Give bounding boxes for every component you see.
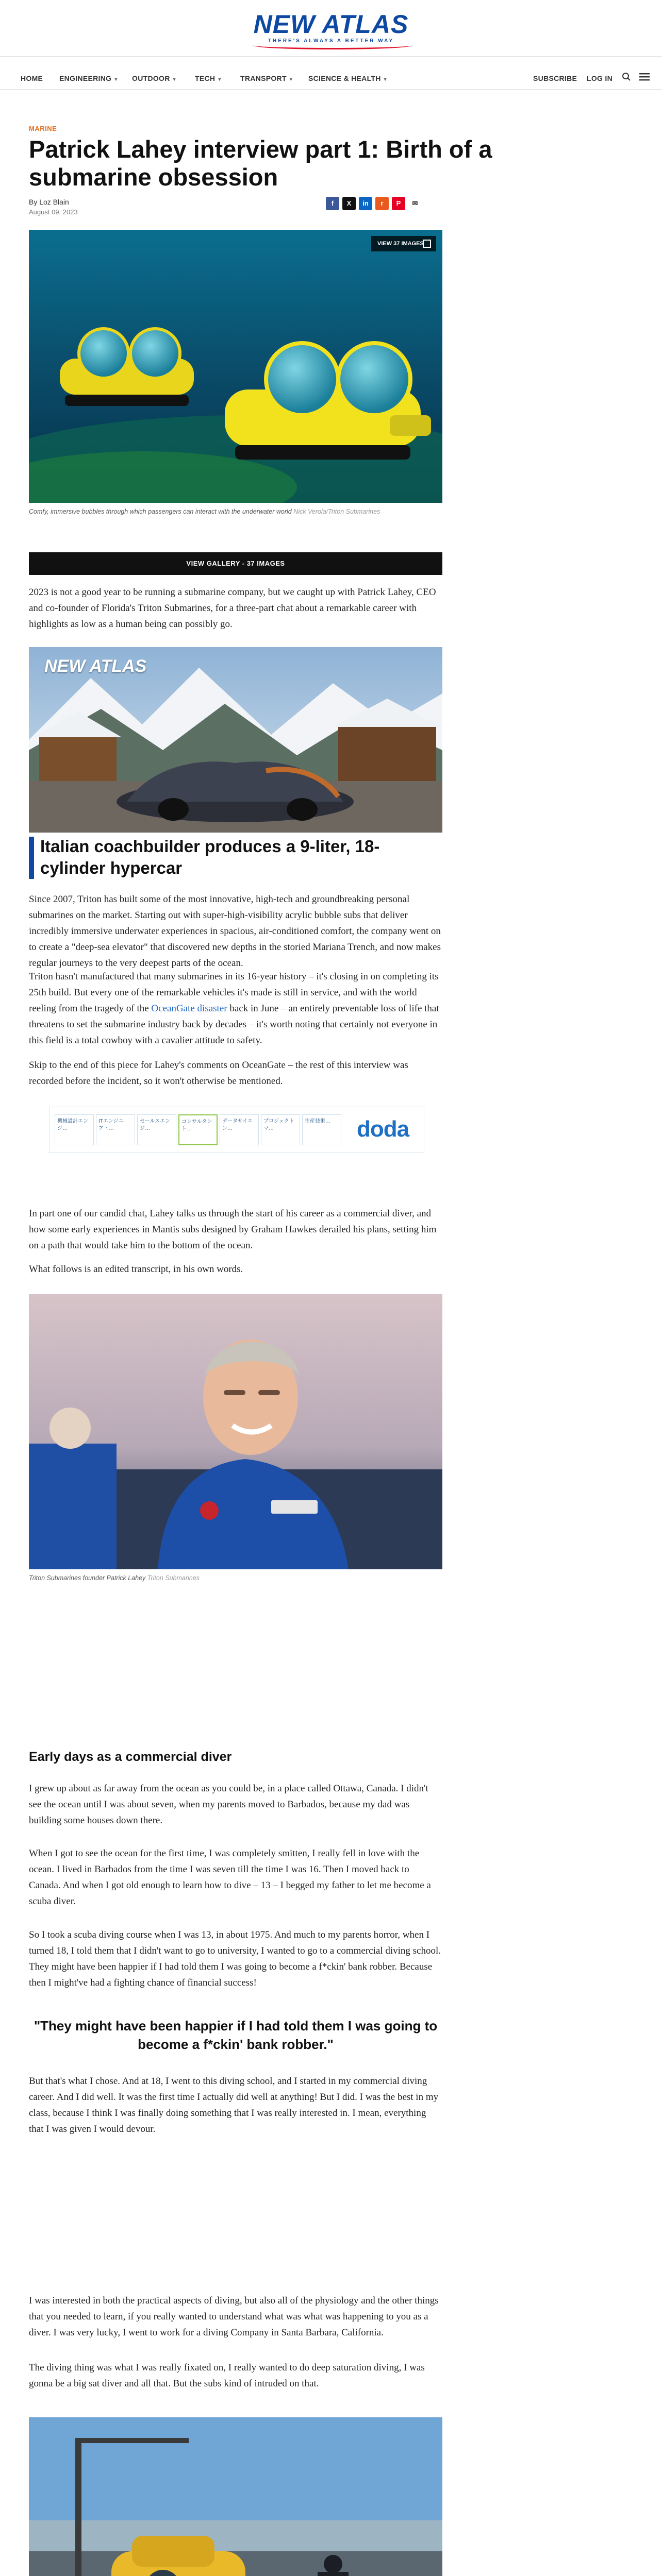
ad-brand-logo: doda bbox=[357, 1116, 409, 1142]
promo-image[interactable] bbox=[29, 647, 442, 833]
paragraph: 2023 is not a good year to be running a submarine company, but we caught up with Patrick Lahey, CEO and co-founder of Florida's Triton Submarines, for a three-part chat about a remarkable career with highlights as low as a human being can possibly go. bbox=[29, 587, 436, 630]
reddit-share-icon[interactable]: r bbox=[375, 197, 389, 210]
section-heading: Early days as a commercial diver bbox=[29, 1750, 232, 1764]
view-gallery-button[interactable]: VIEW GALLERY - 37 IMAGES bbox=[29, 552, 442, 575]
paragraph: Since 2007, Triton has built some of the most innovative, high-tech and groundbreaking personal submarines on the market. Starting out with super-high-visibility acrylic bubble subs that deliver incredibly immersive underwater experiences in spacious, air-conditioned comfort, the company went on to create a "deep-sea elevator" that discovered new depths in the storied Mariana Trench, and now makes regular journeys to the very deepest parts of the ocean. bbox=[29, 894, 441, 969]
ad-tile[interactable]: セールスエンジ… bbox=[137, 1114, 176, 1145]
nav-transport[interactable]: TRANSPORT ▼ bbox=[240, 74, 294, 82]
publish-date: August 09, 2023 bbox=[29, 208, 78, 216]
chevron-down-icon: ▼ bbox=[288, 77, 294, 82]
paragraph: The diving thing was what I was really fixated on, I really wanted to do deep saturation diving, I was gonna be a big sat diver and all that. But the subs kind of intruded on that. bbox=[29, 2362, 425, 2389]
main-nav bbox=[0, 65, 662, 90]
promo-accent-bar bbox=[29, 837, 34, 879]
paragraph: I grew up about as far away from the ocean as you could be, in a place called Ottawa, Canada. I didn't see the ocean until I was about seven, when my parents moved to Barbados, because my dad was building some houses down there. bbox=[29, 1783, 428, 1826]
logo-text: NEW ATLAS bbox=[253, 10, 409, 39]
paragraph: Triton hasn't manufactured that many submarines in its 16-year history – it's closing in on completing its 25th build. But every one of the remarkable vehicles it's made is still in service, and with the world reeling from the tragedy of the OceanGate disaster back in June – an entirely preventable loss of life that threatens to set the submarine industry back by decades – it's worth noting that certainly not everyone in this field is a total cowboy with a cavalier attitude to safety. bbox=[29, 971, 439, 1046]
nav-tech[interactable]: TECH ▼ bbox=[195, 74, 222, 82]
promo-title-box[interactable] bbox=[29, 833, 442, 883]
paragraph: So I took a scuba diving course when I was 13, in about 1975. And much to my parents horror, when I turned 18, I told them that I didn't want to go to university, I wanted to go to a commercial diving school. They might have been happier if I had told them I was going to become a f*ckin' bank robber. Because then I might've had a fighting chance of financial success! bbox=[29, 1929, 441, 1988]
chevron-down-icon: ▼ bbox=[113, 77, 119, 82]
email-share-icon[interactable]: ✉ bbox=[408, 197, 422, 210]
paragraph: In part one of our candid chat, Lahey talks us through the start of his career as a commercial diver, and how some early experiences in Mantis subs designed by Graham Hawkes derailed his plans, setting him on a path that would take him to the bottom of the ocean. bbox=[29, 1208, 437, 1251]
byline[interactable]: By Loz Blain bbox=[29, 198, 69, 206]
pull-quote: "They might have been happier if I had told them I was going to become a f*ckin' bank robber." bbox=[34, 2018, 438, 2052]
ad-tile[interactable]: コンサルタント… bbox=[178, 1114, 218, 1145]
paragraph: I was interested in both the practical aspects of diving, but also all of the physiology and the other things that you needed to learn, if you really wanted to understand what was what was happening to you as a diver. I was very lucky, I went to work for a diving Company in Santa Barbara, California. bbox=[29, 2295, 439, 2338]
site-header bbox=[0, 0, 662, 57]
hero-caption: Comfy, immersive bubbles through which passengers can interact with the underwater world Nick Verola/Triton Submarines bbox=[29, 508, 380, 515]
portrait-image[interactable] bbox=[29, 1294, 442, 1569]
chevron-down-icon: ▼ bbox=[172, 77, 177, 82]
x-share-icon[interactable]: X bbox=[342, 197, 356, 210]
search-icon[interactable] bbox=[622, 72, 631, 83]
logo-tagline: THERE'S ALWAYS A BETTER WAY bbox=[268, 38, 394, 44]
chevron-down-icon: ▼ bbox=[383, 77, 388, 82]
paragraph: But that's what I chose. And at 18, I went to this diving school, and I started in my commercial diving career. And I did well. It was the first time I actually did well at anything! But I did. I was the best in my class, because I think I was finally doing something that I was really interested in. I mean, everything that I was given I would devour. bbox=[29, 2076, 439, 2134]
hero-image[interactable] bbox=[29, 230, 442, 503]
promo-brand: NEW ATLAS bbox=[44, 656, 147, 676]
article-title: Patrick Lahey interview part 1: Birth of a submarine obsession bbox=[29, 135, 492, 191]
chevron-down-icon: ▼ bbox=[217, 77, 222, 82]
ad-tile[interactable]: 生産技術… bbox=[302, 1114, 341, 1145]
logo-swoosh bbox=[253, 41, 412, 49]
expand-icon bbox=[423, 240, 431, 248]
linkedin-share-icon[interactable]: in bbox=[359, 197, 372, 210]
oceangate-link[interactable]: OceanGate disaster bbox=[151, 1003, 227, 1014]
ad-tile[interactable]: データサイエン… bbox=[220, 1114, 259, 1145]
login-link[interactable]: LOG IN bbox=[587, 74, 613, 82]
facebook-share-icon[interactable]: f bbox=[326, 197, 339, 210]
category-label[interactable]: MARINE bbox=[29, 125, 57, 132]
ad-job-tiles bbox=[55, 1114, 343, 1146]
ad-tile[interactable]: 機械設計エンジ… bbox=[55, 1114, 94, 1145]
menu-icon[interactable] bbox=[639, 72, 650, 83]
nav-home[interactable]: HOME bbox=[21, 74, 43, 82]
nav-engineering[interactable]: ENGINEERING ▼ bbox=[59, 74, 119, 82]
mantis-image[interactable] bbox=[29, 2417, 442, 2576]
paragraph: What follows is an edited transcript, in his own words. bbox=[29, 1264, 243, 1275]
site-logo[interactable] bbox=[0, 11, 662, 44]
ad-tile[interactable]: プロジェクトマ… bbox=[261, 1114, 300, 1145]
view-images-overlay[interactable]: VIEW 37 IMAGES bbox=[371, 236, 436, 251]
promo-title: Italian coachbuilder produces a 9-liter, 18-cylinder hypercar bbox=[40, 837, 380, 877]
subscribe-link[interactable]: SUBSCRIBE bbox=[533, 74, 577, 82]
ad-banner[interactable] bbox=[49, 1107, 424, 1153]
paragraph: When I got to see the ocean for the first time, I was completely smitten, I really fell in love with the ocean. I lived in Barbados from the time I was seven till the time I was 16. Then I moved back to Canada. And when I got old enough to learn how to dive – 13 – I begged my father to let me become a scuba diver. bbox=[29, 1848, 431, 1907]
nav-outdoor[interactable]: OUTDOOR ▼ bbox=[132, 74, 177, 82]
paragraph: Skip to the end of this piece for Lahey's comments on OceanGate – the rest of this interview was recorded before the incident, so it won't otherwise be mentioned. bbox=[29, 1060, 408, 1087]
ad-tile[interactable]: ITエンジニア・… bbox=[96, 1114, 135, 1145]
pinterest-share-icon[interactable]: P bbox=[392, 197, 405, 210]
portrait-caption: Triton Submarines founder Patrick Lahey Triton Submarines bbox=[29, 1574, 200, 1582]
nav-science-health[interactable]: SCIENCE & HEALTH ▼ bbox=[308, 74, 388, 82]
